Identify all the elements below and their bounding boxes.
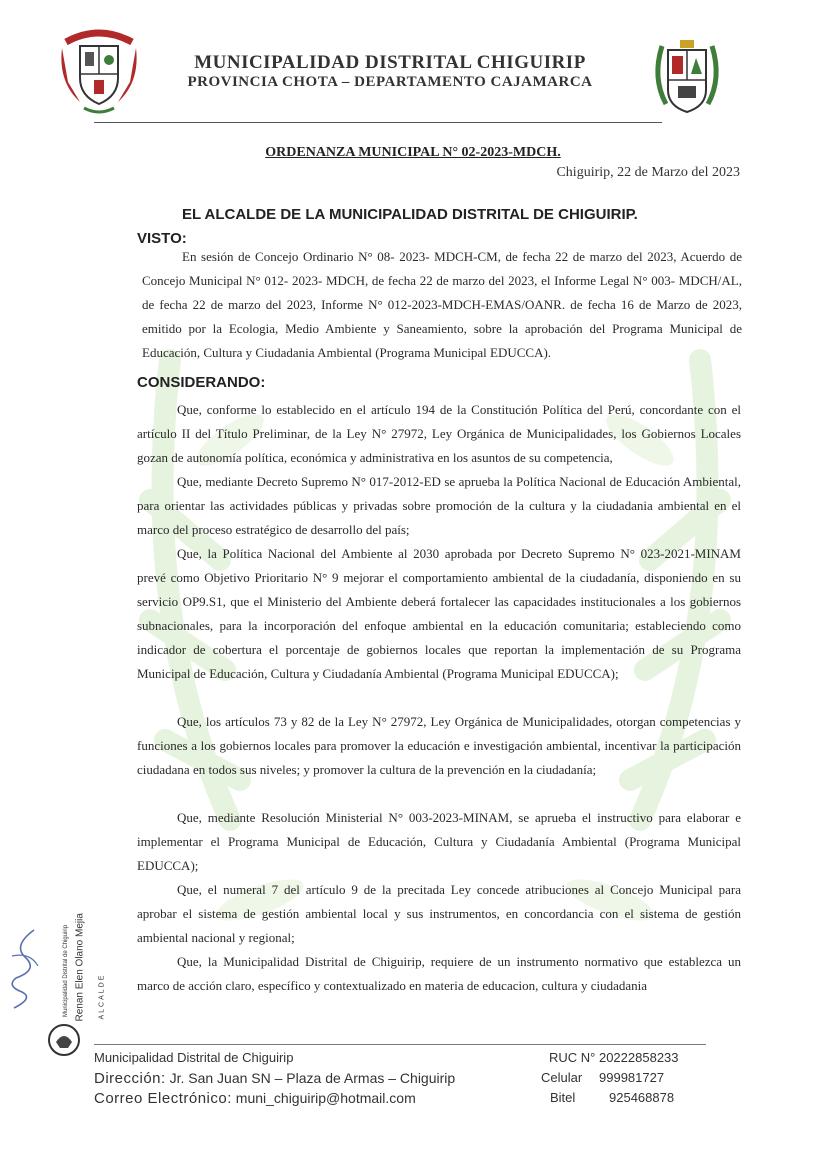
considerando-paragraph: Que, la Política Nacional del Ambiente al 2030 aprobada por Decreto Supremo N° 023-2021-MINAM prevé como Objetivo Prioritario N° 9 mejorar el comportamiento ambiental de la ciudadanía, disponiendo en su servicio OP9.S1, que el Ministerio del Ambiente deberá fortalecer las capacidades institucionales a los gobiernos subnacionales, para la incorporación del enfoque ambiental en la educación comunitaria; estableciendo como indicador de cobertura el porcentaje de gobiernos locales que reportan la implementación de su Programa Municipal de Educación, Cultura y Ciudadanía Ambiental (Programa Municipal EDUCCA); <box>137 546 741 681</box>
peru-coat-of-arms-icon <box>58 22 140 118</box>
footer-address-label: Dirección: <box>94 1070 166 1087</box>
ordinance-date: Chiguirip, 22 de Marzo del 2023 <box>556 165 740 180</box>
footer-email-label: Correo Electrónico: <box>94 1090 232 1107</box>
footer-celular: 999981727 <box>599 1070 665 1085</box>
footer-bitel-label: Bitel <box>550 1090 576 1105</box>
stamp-line3: ALCALDE <box>98 973 106 1020</box>
footer-address-value: Jr. San Juan SN – Plaza de Armas – Chiguirip <box>169 1070 456 1086</box>
considerando-paragraph: Que, el numeral 7 del artículo 9 de la precitada Ley concede atribuciones al Concejo Municipal para aprobar el sistema de gestión ambiental local y sus instrumentos, en concordancia con el sistema de gestión ambiental nacional y regional; <box>137 882 741 945</box>
handwritten-signature <box>4 926 44 1012</box>
footer-bitel: 925468878 <box>609 1090 675 1105</box>
municipality-title: MUNICIPALIDAD DISTRITAL CHIGUIRIP <box>194 52 586 73</box>
province-subtitle: PROVINCIA CHOTA – DEPARTAMENTO CAJAMARCA <box>187 74 593 90</box>
visto-paragraph: En sesión de Concejo Ordinario N° 08- 2023- MDCH-CM, de fecha 22 de marzo del 2023, Acuerdo de Concejo Municipal N° 012- 2023- MDCH, de fecha 22 de marzo del 2023, el Informe Legal N° 003- MDCH/AL, de fecha 22 de marzo del 2023, Informe N° 012-2023-MDCH-EMAS/OANR. de fecha 16 de Marzo de 2023, emitido por la Ecologia, Medio Ambiente y Saneamiento, sobre la aprobación del Programa Municipal de Educación, Cultura y Ciudadania Ambiental (Programa Municipal EDUCCA). <box>142 249 742 360</box>
considerando-paragraph: Que, mediante Resolución Ministerial N° 003-2023-MINAM, se aprueba el instructivo para elaborar e implementar el Programa Municipal de Educación, Cultura y Ciudadanía Ambiental (Programa Municipal EDUCCA); <box>137 810 741 873</box>
considerando-heading: CONSIDERANDO: <box>137 374 266 391</box>
considerando-paragraph: Que, mediante Decreto Supremo N° 017-2012-ED se aprueba la Política Nacional de Educación Ambiental, para orientar las actividades públicas y privadas sobre promoción de la cultura y la ciudadania ambiental en el marco del proceso estratégico de desarrollo del país; <box>137 474 741 537</box>
visto-heading: VISTO: <box>137 230 187 247</box>
considerando-paragraph: Que, los artículos 73 y 82 de la Ley N° 27972, Ley Orgánica de Municipalidades, otorgan competencias y funciones a los gobiernos locales para promover la educación e investigación ambiental, incentivar la participación ciudadana en todos sus niveles; y promover la cultura de la prevención en la ciudadanía; <box>137 714 741 777</box>
footer-celular-label: Celular <box>541 1070 583 1085</box>
alcalde-stamp <box>44 913 106 1034</box>
considerando-paragraph: Que, la Municipalidad Distrital de Chiguirip, requiere de un instrumento normativo que establezca un marco de acción claro, específico y contextualizado en materia de educacion, cultura y ciudadania <box>137 954 741 993</box>
alcalde-heading: EL ALCALDE DE LA MUNICIPALIDAD DISTRITAL DE CHIGUIRIP. <box>182 206 638 223</box>
footer-address <box>94 1070 455 1087</box>
footer-email-value: muni_chiguirip@hotmail.com <box>235 1090 416 1106</box>
seal-stamp-icon <box>46 1022 82 1058</box>
footer-email <box>94 1090 416 1107</box>
district-emblem-icon <box>652 38 722 118</box>
considerando-paragraph: Que, conforme lo establecido en el artículo 194 de la Constitución Política del Perú, concordante con el artículo II del Título Preliminar, de la Ley N° 27972, Ley Orgánica de Municipalidades, los Gobiernos Locales gozan de autonomía política, económica y administrativa en los asuntos de su competencia, <box>137 402 741 465</box>
ordinance-title: ORDENANZA MUNICIPAL N° 02-2023-MDCH. <box>265 145 561 160</box>
stamp-line1: Municipalidad Distrital de Chiguirip <box>63 924 69 1017</box>
stamp-line2: Renan Elen Olano Mejia <box>74 913 86 1022</box>
footer-divider <box>94 1044 706 1045</box>
footer-ruc: RUC N° 20222858233 <box>549 1050 679 1065</box>
header-divider <box>94 122 662 123</box>
footer-org: Municipalidad Distrital de Chiguirip <box>94 1050 294 1065</box>
